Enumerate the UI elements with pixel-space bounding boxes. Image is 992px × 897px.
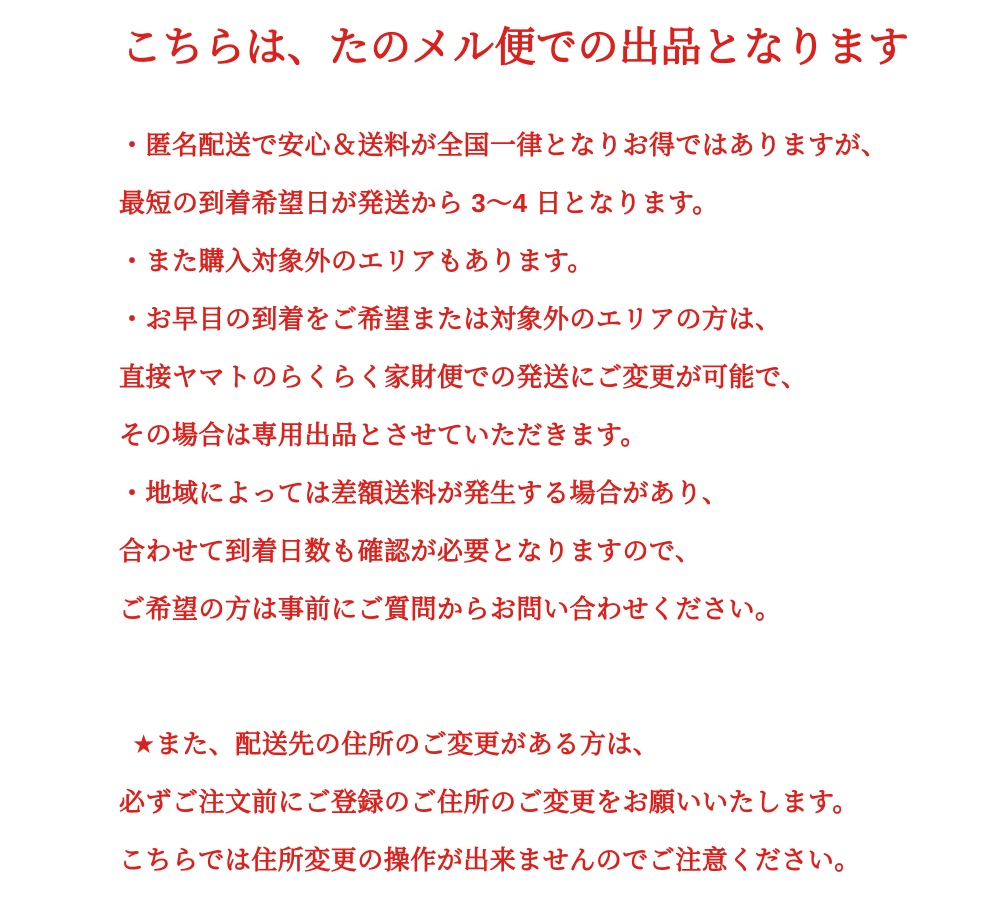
notice-line: ・匿名配送で安心＆送料が全国一律となりお得ではありますが、 [119,130,888,160]
notice-line: ご希望の方は事前にご質問からお問い合わせください。 [119,594,782,624]
notice-line-star: ★また、配送先の住所のご変更がある方は、 [132,729,660,759]
notice-line: 合わせて到着日数も確認が必要となりますので、 [119,536,702,566]
notice-line: 最短の到着希望日が発送から 3～4 日となります。 [119,188,719,218]
notice-line: ・地域によっては差額送料が発生する場合があり、 [119,478,729,508]
notice-line: 必ずご注文前にご登録のご住所のご変更をお願いいたします。 [119,787,859,817]
notice-line: ・また購入対象外のエリアもあります。 [119,246,594,276]
shipping-notes-paragraph [119,116,888,638]
notice-line: その場合は専用出品とさせていただきます。 [119,420,647,450]
address-change-notes-paragraph [119,715,861,889]
page-title: こちらは、たのメル便での出品となります [121,24,910,70]
notice-line: ・お早目の到着をご希望または対象外のエリアの方は、 [119,304,782,334]
notice-line: こちらでは住所変更の操作が出来ませんのでご注意ください。 [119,845,861,875]
notice-line: 直接ヤマトのらくらく家財便での発送にご変更が可能で、 [119,362,808,392]
